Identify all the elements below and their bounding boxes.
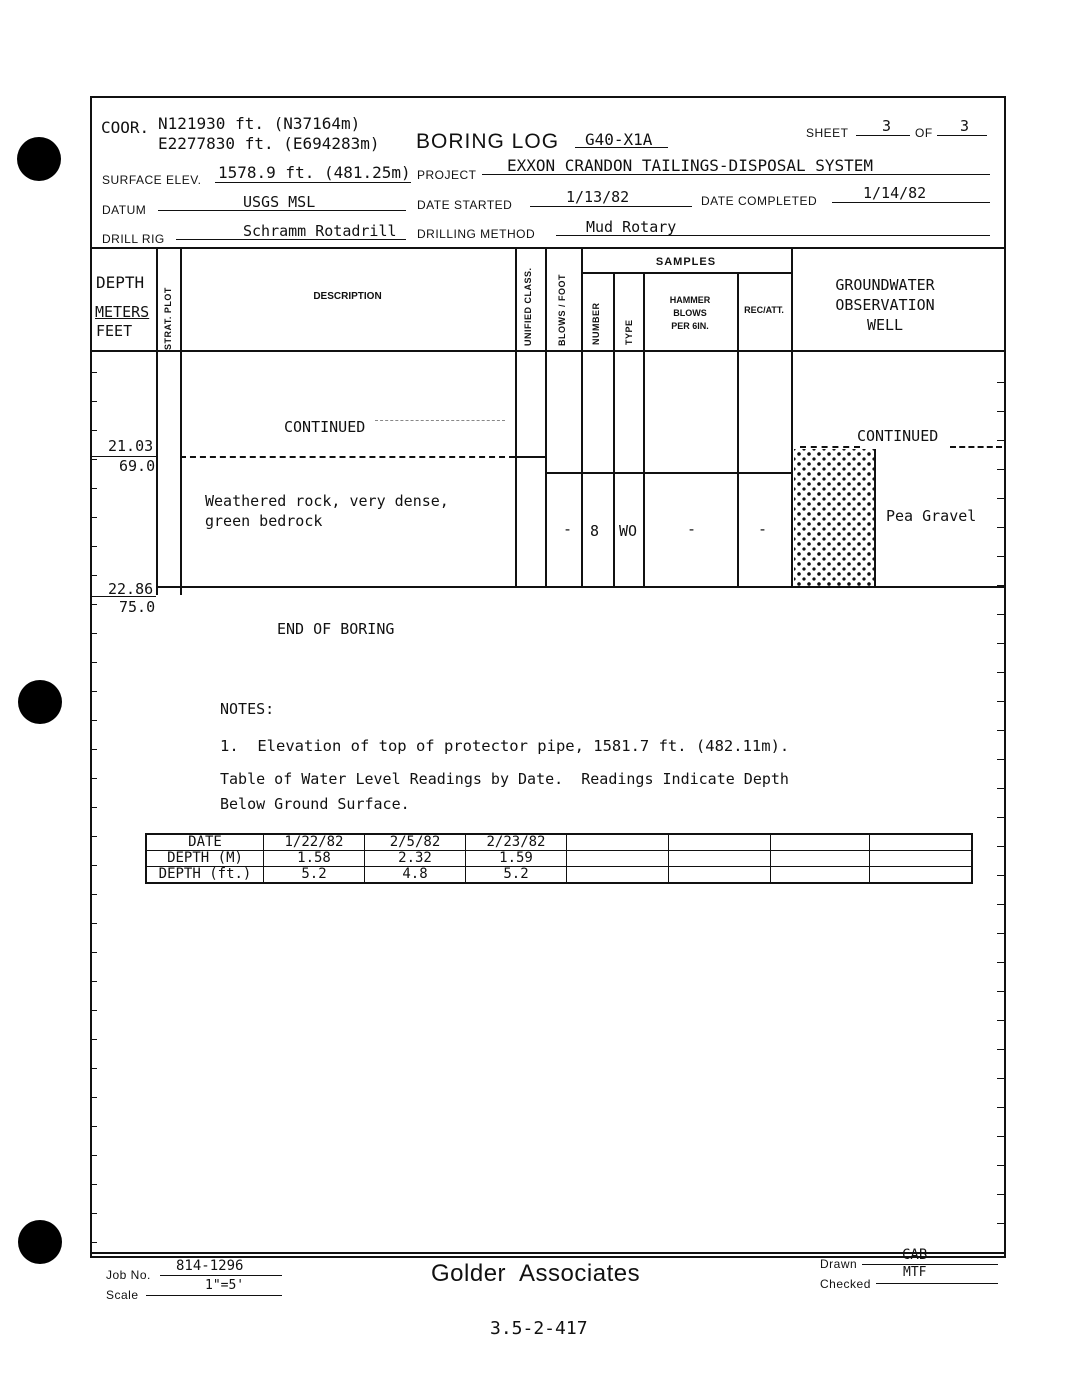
company-name: Golder Associates	[431, 1260, 641, 1287]
col-line-blows	[545, 248, 547, 588]
depth-tick	[997, 1049, 1004, 1050]
notes-title: NOTES:	[220, 700, 275, 718]
surface-elev-line	[215, 182, 411, 183]
depth-tick	[997, 817, 1004, 818]
depth2-meters: 22.86	[108, 580, 154, 598]
depth-tick	[90, 952, 97, 953]
checked-label: Checked	[820, 1277, 871, 1291]
date-completed-label: DATE COMPLETED	[701, 194, 818, 208]
depth-tick	[90, 633, 97, 634]
sheet-total-line	[937, 135, 987, 136]
table-cell	[567, 867, 669, 884]
description-header: DESCRIPTION	[313, 291, 382, 302]
water-level-table	[145, 833, 973, 884]
depth-tick	[90, 836, 97, 837]
project-line	[482, 174, 990, 175]
table-cell	[669, 851, 771, 867]
depth1-meters: 21.03	[108, 437, 154, 455]
surface-elev: 1578.9 ft. (481.25m)	[218, 163, 411, 182]
table-cell: 4.8	[365, 867, 466, 884]
depth-tick	[90, 575, 97, 576]
rec-att-value: -	[758, 520, 768, 538]
layer-desc-2: green bedrock	[205, 512, 323, 530]
table-cell	[567, 834, 669, 851]
boring-id: G40-X1A	[585, 130, 653, 149]
depth-header: DEPTH	[96, 273, 145, 292]
date-started-label: DATE STARTED	[417, 198, 513, 212]
layer-desc-1: Weathered rock, very dense,	[205, 492, 449, 510]
depth-tick	[90, 1242, 97, 1243]
depth-tick	[997, 672, 1004, 673]
gw-header-2: OBSERVATION	[835, 296, 935, 314]
table-cell: 5.2	[466, 867, 567, 884]
coor-northing: N121930 ft. (N37164m)	[158, 114, 361, 133]
gw-continued-dashes	[950, 446, 1002, 448]
depth-tick	[997, 1223, 1004, 1224]
header-bottom-line	[90, 350, 1004, 352]
job-no: 814-1296	[176, 1258, 244, 1274]
drawn-label: Drawn	[820, 1257, 858, 1271]
form-title: BORING LOG	[416, 130, 560, 153]
depth-tick	[90, 1068, 97, 1069]
table-cell: 5.2	[264, 867, 365, 884]
datum: USGS MSL	[243, 193, 316, 211]
punch-hole-bottom	[18, 1220, 62, 1264]
depth-tick	[90, 865, 97, 866]
scale-line	[146, 1295, 282, 1296]
depth-tick	[997, 411, 1004, 412]
depth-tick	[90, 720, 97, 721]
rec-att-header: REC/ATT.	[744, 305, 784, 315]
continued-dashes	[375, 420, 505, 421]
drill-rig: Schramm Rotadrill	[243, 222, 397, 240]
col-line-number	[581, 248, 583, 588]
datum-label: DATUM	[102, 203, 147, 217]
samples-header: SAMPLES	[655, 256, 717, 268]
table-cell: DEPTH (ft.)	[146, 867, 264, 884]
table-cell: 2.32	[365, 851, 466, 867]
depth-tick	[997, 1078, 1004, 1079]
depth-tick	[997, 991, 1004, 992]
note-1: 1. Elevation of top of protector pipe, 1581.7 ft. (482.11m).	[220, 737, 790, 755]
depth-tick	[997, 585, 1004, 586]
depth-tick	[997, 1136, 1004, 1137]
table-cell: 2/5/82	[365, 834, 466, 851]
depth-tick	[90, 1126, 97, 1127]
hammer-header-2: BLOWS	[673, 308, 707, 318]
sheet-label: SHEET	[806, 126, 849, 140]
col-line-hammer	[643, 272, 645, 588]
drill-rig-line	[176, 239, 406, 240]
table-cell: 2/23/82	[466, 834, 567, 851]
boring-bottom-line	[157, 586, 1004, 588]
depth-tick	[997, 643, 1004, 644]
date-completed: 1/14/82	[863, 184, 927, 202]
depth-tick	[997, 730, 1004, 731]
depth-tick	[997, 498, 1004, 499]
table-caption-2: Below Ground Surface.	[220, 795, 410, 813]
table-cell	[567, 851, 669, 867]
drill-rig-label: DRILL RIG	[102, 232, 165, 246]
depth-tick	[997, 556, 1004, 557]
depth-tick	[997, 1194, 1004, 1195]
contact-line-cols	[515, 456, 545, 458]
sheet-number-line	[856, 135, 910, 136]
hammer-header-1: HAMMER	[669, 295, 711, 305]
project: EXXON CRANDON TAILINGS-DISPOSAL SYSTEM	[507, 156, 874, 175]
depth-tick	[997, 440, 1004, 441]
depth-tick	[90, 662, 97, 663]
table-row	[146, 851, 972, 867]
depth-tick	[90, 894, 97, 895]
depth-tick	[90, 691, 97, 692]
table-cell: 1.58	[264, 851, 365, 867]
depth-tick	[90, 923, 97, 924]
date-started-line	[530, 206, 692, 207]
depth-tick	[997, 904, 1004, 905]
depth-tick	[90, 1213, 97, 1214]
drilling-method-label: DRILLING METHOD	[417, 227, 536, 241]
depth-tick	[90, 604, 97, 605]
punch-hole-middle	[18, 680, 62, 724]
gw-header-3: WELL	[866, 316, 904, 334]
gravel-right-edge	[874, 449, 876, 586]
col-line-strat	[156, 248, 158, 595]
col-line-unified	[515, 248, 517, 588]
drilling-method-line	[556, 235, 990, 236]
table-cell: 1.59	[466, 851, 567, 867]
contact-line-desc	[180, 456, 515, 458]
header-top-line	[90, 247, 1004, 249]
depth-tick	[997, 701, 1004, 702]
col-line-rec	[737, 272, 739, 588]
gw-continued-text: CONTINUED	[857, 427, 939, 445]
sample-number: 8	[590, 522, 600, 540]
depth-tick	[90, 546, 97, 547]
gw-contact-dashes	[800, 446, 860, 448]
job-no-label: Job No.	[106, 1268, 151, 1282]
depth-tick	[997, 933, 1004, 934]
depth-tick	[997, 1107, 1004, 1108]
coor-label: COOR.	[101, 118, 150, 137]
depth-tick	[997, 1165, 1004, 1166]
project-label: PROJECT	[417, 168, 477, 182]
depth-tick	[90, 372, 97, 373]
sheet-number: 3	[882, 117, 892, 135]
date-started: 1/13/82	[566, 188, 630, 206]
scale: 1"=5'	[205, 1278, 245, 1293]
depth-tick	[90, 749, 97, 750]
depth-tick	[90, 807, 97, 808]
depth2-feet: 75.0	[119, 598, 156, 616]
continued-text: CONTINUED	[284, 418, 366, 436]
job-no-line	[160, 1275, 282, 1276]
depth-tick	[90, 778, 97, 779]
strat-plot-header: STRAT. PLOT	[163, 287, 173, 350]
coor-easting: E2277830 ft. (E694283m)	[158, 134, 380, 153]
depth-tick	[90, 1039, 97, 1040]
depth-tick	[90, 1010, 97, 1011]
table-caption-1: Table of Water Level Readings by Date. Readings Indicate Depth	[220, 770, 789, 788]
unified-class-header: UNIFIED CLASS.	[523, 267, 533, 346]
table-cell	[870, 851, 973, 867]
depth-tick	[997, 875, 1004, 876]
scale-label: Scale	[106, 1288, 139, 1302]
table-cell	[771, 834, 870, 851]
feet-header: FEET	[96, 322, 133, 340]
end-of-boring: END OF BORING	[277, 620, 395, 638]
table-cell: DEPTH (M)	[146, 851, 264, 867]
depth-tick	[90, 430, 97, 431]
drawn-line	[862, 1264, 998, 1265]
form-frame	[90, 96, 1006, 1258]
number-header: NUMBER	[591, 302, 601, 345]
depth-tick	[997, 962, 1004, 963]
depth2-line	[92, 596, 156, 597]
gw-header-1: GROUNDWATER	[835, 276, 935, 294]
hammer-blows-value: -	[687, 520, 697, 538]
table-cell	[771, 851, 870, 867]
footer-top-line	[90, 1252, 1004, 1254]
depth-tick	[90, 1184, 97, 1185]
table-cell	[771, 867, 870, 884]
table-cell: DATE	[146, 834, 264, 851]
table-row	[146, 834, 972, 851]
blows-foot-header: BLOWS / FOOT	[557, 274, 567, 346]
table-cell: 1/22/82	[264, 834, 365, 851]
table-row	[146, 867, 972, 884]
depth-tick	[90, 1155, 97, 1156]
depth-tick	[90, 1097, 97, 1098]
surface-elev-label: SURFACE ELEV.	[102, 173, 202, 187]
date-completed-line	[832, 202, 990, 203]
depth-tick	[997, 1020, 1004, 1021]
datum-line	[158, 210, 406, 211]
hammer-header-3: PER 6IN.	[671, 321, 709, 331]
table-cell	[870, 867, 973, 884]
type-header: TYPE	[624, 319, 634, 345]
meters-header: METERS	[95, 303, 150, 321]
table-cell	[669, 834, 771, 851]
well-fill-label: Pea Gravel	[886, 507, 977, 525]
depth-tick	[90, 401, 97, 402]
blows-value: -	[563, 520, 573, 538]
drilling-method: Mud Rotary	[586, 218, 677, 236]
depth1-feet: 69.0	[119, 457, 156, 475]
table-cell	[870, 834, 973, 851]
depth-tick	[997, 527, 1004, 528]
depth-tick	[90, 488, 97, 489]
page-number: 3.5-2-417	[490, 1318, 588, 1339]
depth-tick	[997, 788, 1004, 789]
of-label: OF	[915, 126, 933, 140]
depth-tick	[90, 459, 97, 460]
boring-id-line	[575, 147, 668, 148]
depth-tick	[997, 759, 1004, 760]
drawn: CAB	[902, 1247, 928, 1263]
depth-tick	[90, 981, 97, 982]
checked-line	[876, 1283, 998, 1284]
depth-tick	[997, 846, 1004, 847]
sample-top-line	[545, 472, 791, 474]
punch-hole-top	[17, 137, 61, 181]
depth-tick	[997, 382, 1004, 383]
depth-tick	[90, 517, 97, 518]
depth-tick	[997, 614, 1004, 615]
sample-type: WO	[619, 522, 638, 540]
sheet-total: 3	[960, 117, 970, 135]
col-line-type	[613, 272, 615, 588]
depth-tick	[997, 469, 1004, 470]
table-cell	[669, 867, 771, 884]
checked: MTF	[903, 1265, 927, 1280]
pea-gravel-pattern	[794, 449, 874, 586]
